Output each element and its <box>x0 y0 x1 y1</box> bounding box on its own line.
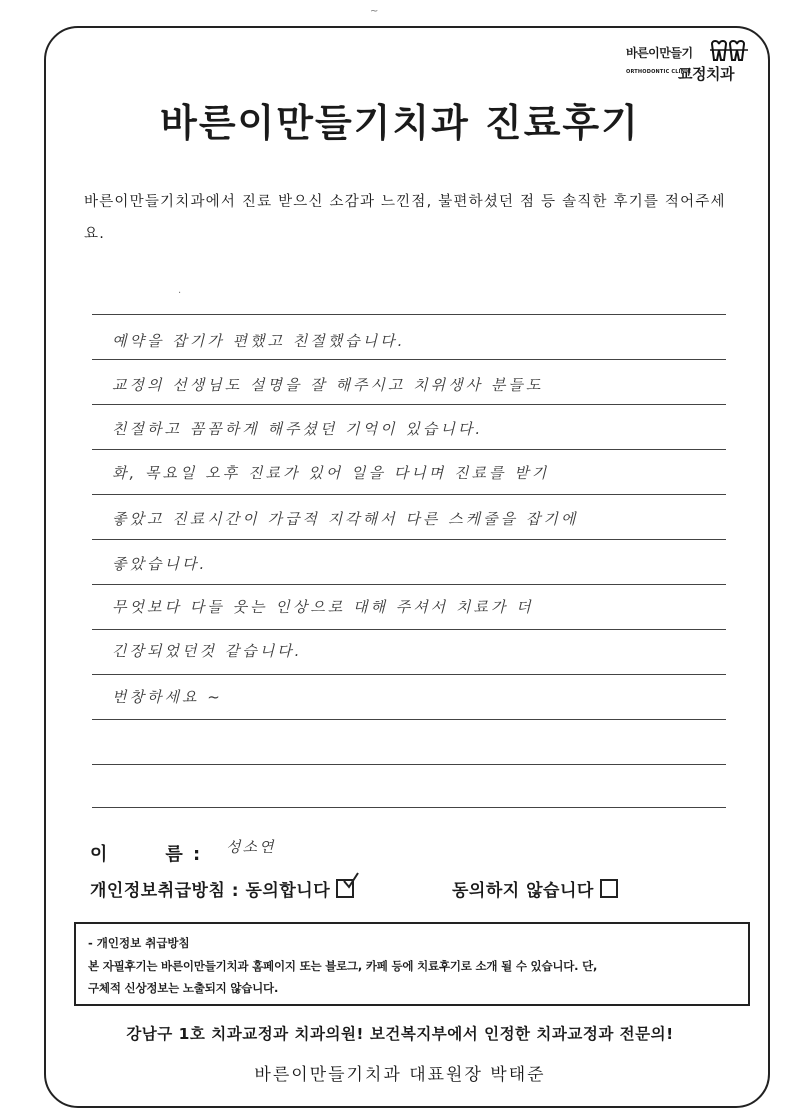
footer-signature: 바른이만들기치과 대표원장 박태준 <box>254 1065 546 1085</box>
notice-title: - 개인정보 취급방침 <box>88 936 190 950</box>
page-title: 바른이만들기치과 진료후기 <box>160 100 640 145</box>
privacy-agree <box>90 876 354 901</box>
speck: · <box>178 288 182 299</box>
notice-line-1: 본 자필후기는 바른이만들기치과 홈페이지 또는 블로그, 카페 등에 치료후기로 소개 될 수 있습니다. 단, <box>88 959 598 973</box>
agree-checkbox[interactable] <box>336 879 354 898</box>
review-line: 무엇보다 다들 웃는 인상으로 대해 주셔서 치료가 더 <box>112 598 534 616</box>
review-line: 예약을 잡기가 편했고 친절했습니다. <box>112 332 406 350</box>
name-label-1: 이 <box>90 844 110 865</box>
speck: ~ <box>370 6 379 17</box>
notice-line-2: 구체적 신상정보는 노출되지 않습니다. <box>88 981 279 995</box>
name-label <box>90 840 202 866</box>
check-mark-icon <box>342 871 360 891</box>
privacy-disagree <box>452 876 618 901</box>
name-label-2: 름 : <box>165 844 203 865</box>
clinic-logo <box>618 36 758 84</box>
disagree-checkbox[interactable] <box>600 879 618 898</box>
review-line: 좋았고 진료시간이 가급적 지각해서 다른 스케줄을 잡기에 <box>112 510 579 528</box>
review-line: 긴장되었던것 같습니다. <box>112 642 303 660</box>
review-line: 좋았습니다. <box>112 555 208 573</box>
review-line: 교정의 선생님도 설명을 잘 해주시고 치위생사 분들도 <box>112 376 544 394</box>
review-line: 친절하고 꼼꼼하게 해주셨던 기억이 있습니다. <box>112 420 484 438</box>
review-line: 번창하세요 ~ <box>112 688 223 706</box>
privacy-agree-label: 개인정보취급방침 : 동의합니다 <box>90 881 331 901</box>
logo-sub-text: ORTHODONTIC CLINIC <box>626 69 692 75</box>
tooth-logo-icon <box>708 38 752 64</box>
privacy-disagree-label: 동의하지 않습니다 <box>452 881 594 901</box>
name-value: 성소연 <box>226 838 276 856</box>
privacy-notice-box <box>74 922 750 1006</box>
intro-text: 바른이만들기치과에서 진료 받으신 소감과 느낀점, 불편하셨던 점 등 솔직한 후기를 적어주세요. <box>84 194 726 242</box>
footer-slogan: 강남구 1호 치과교정과 치과의원! 보건복지부에서 인정한 치과교정과 전문의! <box>126 1025 674 1043</box>
logo-top-text: 바른이만들기 <box>626 46 693 60</box>
review-line: 화, 목요일 오후 진료가 있어 일을 다니며 진료를 받기 <box>112 464 550 482</box>
logo-main-text: 교정치과 <box>678 65 734 83</box>
